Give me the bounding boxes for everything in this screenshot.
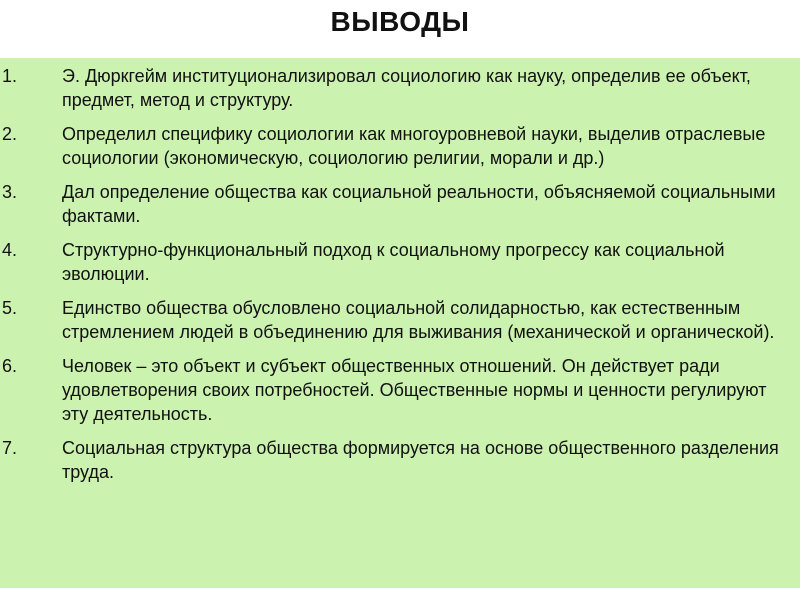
list-item [2, 354, 790, 426]
item-text: Единство общества обусловлено социальной солидарностью, как естественным стремлением людей в объединению для выживания (механической и органической). [62, 298, 775, 342]
item-text: Социальная структура общества формируется на основе общественного разделения труда. [62, 438, 779, 482]
item-text: Человек – это объект и субъект общественных отношений. Он действует ради удовлетворения своих потребностей. Общественные нормы и ценности регулируют эту деятельность. [62, 356, 767, 424]
list-item [2, 122, 790, 170]
item-number: 4. [2, 240, 18, 260]
conclusions-panel [0, 58, 800, 588]
item-text: Дал определение общества как социальной реальности, объясняемой социальными фактами. [62, 182, 776, 226]
item-number: 5. [2, 298, 18, 318]
item-number: 2. [2, 124, 18, 144]
item-text: Определил специфику социологии как многоуровневой науки, выделив отраслевые социологии (экономическую, социологию религии, морали и др.) [62, 124, 766, 168]
list-item [2, 180, 790, 228]
list-item [2, 238, 790, 286]
list-item [2, 296, 790, 344]
item-number: 3. [2, 182, 18, 202]
item-text: Э. Дюркгейм институционализировал социологию как науку, определив ее объект, предмет, метод и структуру. [62, 66, 751, 110]
item-number: 6. [2, 356, 18, 376]
list-item [2, 436, 790, 484]
item-text: Структурно-функциональный подход к социальному прогрессу как социальной эволюции. [62, 240, 725, 284]
item-number: 1. [2, 66, 18, 86]
conclusions-list [2, 64, 790, 484]
slide-title: ВЫВОДЫ [330, 6, 470, 37]
item-number: 7. [2, 438, 18, 458]
list-item [2, 64, 790, 112]
